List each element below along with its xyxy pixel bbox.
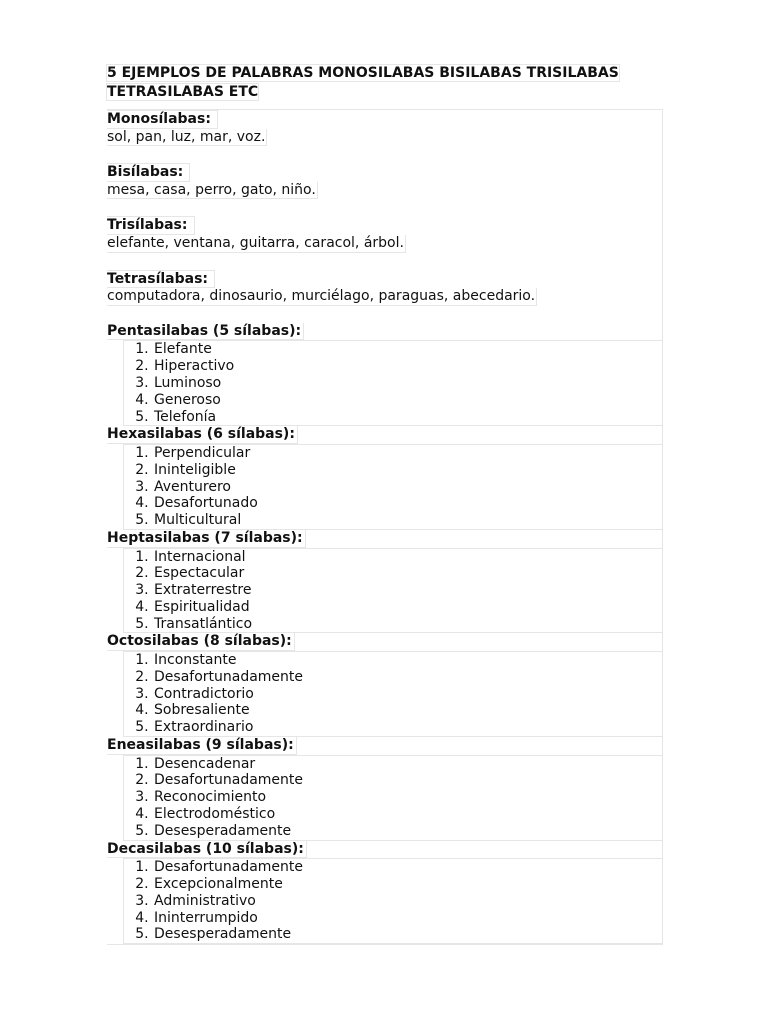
list-item: 1. Desafortunadamente: [153, 859, 662, 876]
word-list: [123, 548, 662, 634]
list-item: 5. Desesperadamente: [153, 926, 662, 943]
list-item: 2. Hiperactivo: [153, 358, 662, 375]
list-item: 4. Desafortunado: [153, 495, 662, 512]
word-list: [123, 444, 662, 530]
list-item: 2. Desafortunadamente: [153, 772, 662, 789]
list-item: 3. Administrativo: [153, 893, 662, 910]
section-trisilabas: [107, 216, 662, 252]
section-label: Monosílabas:: [107, 110, 218, 129]
list-item: 5. Extraordinario: [153, 719, 662, 736]
section-label: Trisílabas:: [107, 216, 195, 235]
section-label: Octosilabas (8 sílabas):: [107, 633, 295, 651]
word-list: [123, 651, 662, 737]
section-label: Heptasilabas (7 sílabas):: [107, 530, 306, 548]
list-item: 2. Desafortunadamente: [153, 669, 662, 686]
section-decasilabas: [107, 841, 662, 945]
list-item: 3. Luminoso: [153, 375, 662, 392]
list-item: 4. Sobresaliente: [153, 702, 662, 719]
title-line-2: TETRASILABAS ETC: [107, 83, 259, 100]
list-item: 1. Perpendicular: [153, 445, 662, 462]
list-item: 1. Inconstante: [153, 652, 662, 669]
list-item: 1. Desencadenar: [153, 756, 662, 773]
list-item: 3. Contradictorio: [153, 686, 662, 703]
list-item: 4. Ininterrumpido: [153, 910, 662, 927]
section-label: Hexasilabas (6 sílabas):: [107, 426, 298, 444]
list-item: 2. Ininteligible: [153, 462, 662, 479]
list-item: 3. Reconocimiento: [153, 789, 662, 806]
title-line-1: 5 EJEMPLOS DE PALABRAS MONOSILABAS BISILABAS TRISILABAS: [107, 65, 619, 81]
list-item: 5. Desesperadamente: [153, 823, 662, 840]
section-label: Pentasilabas (5 sílabas):: [107, 323, 304, 341]
list-item: 4. Espiritualidad: [153, 599, 662, 616]
list-item: 5. Telefonía: [153, 409, 662, 426]
section-label: Tetrasílabas:: [107, 270, 215, 289]
document-page: [107, 64, 663, 945]
section-bisilabas: [107, 163, 662, 199]
word-list: [123, 858, 662, 944]
section-label: Bisílabas:: [107, 163, 190, 182]
word-list: [123, 755, 662, 841]
section-examples: computadora, dinosaurio, murciélago, paraguas, abecedario.: [107, 288, 536, 305]
section-examples: sol, pan, luz, mar, voz.: [107, 128, 266, 145]
section-monosilabas: [107, 110, 662, 146]
section-heptasilabas: [107, 530, 662, 634]
list-item: 4. Generoso: [153, 392, 662, 409]
section-label: Eneasilabas (9 sílabas):: [107, 737, 297, 755]
section-examples: mesa, casa, perro, gato, niño.: [107, 181, 316, 198]
section-hexasilabas: [107, 426, 662, 530]
list-item: 5. Multicultural: [153, 512, 662, 529]
list-item: 3. Aventurero: [153, 479, 662, 496]
section-label: Decasilabas (10 sílabas):: [107, 841, 307, 859]
list-item: 4. Electrodoméstico: [153, 806, 662, 823]
list-item: 2. Excepcionalmente: [153, 876, 662, 893]
content-box: [107, 109, 663, 945]
list-item: 5. Transatlántico: [153, 616, 662, 633]
section-eneasilabas: [107, 737, 662, 841]
list-item: 1. Internacional: [153, 549, 662, 566]
section-pentasilabas: [107, 323, 662, 427]
word-list: [123, 340, 662, 426]
document-title: [107, 64, 663, 101]
section-octosilabas: [107, 633, 662, 737]
list-item: 1. Elefante: [153, 341, 662, 358]
section-examples: elefante, ventana, guitarra, caracol, árbol.: [107, 234, 404, 251]
section-tetrasilabas: [107, 270, 662, 306]
list-item: 3. Extraterrestre: [153, 582, 662, 599]
list-item: 2. Espectacular: [153, 565, 662, 582]
